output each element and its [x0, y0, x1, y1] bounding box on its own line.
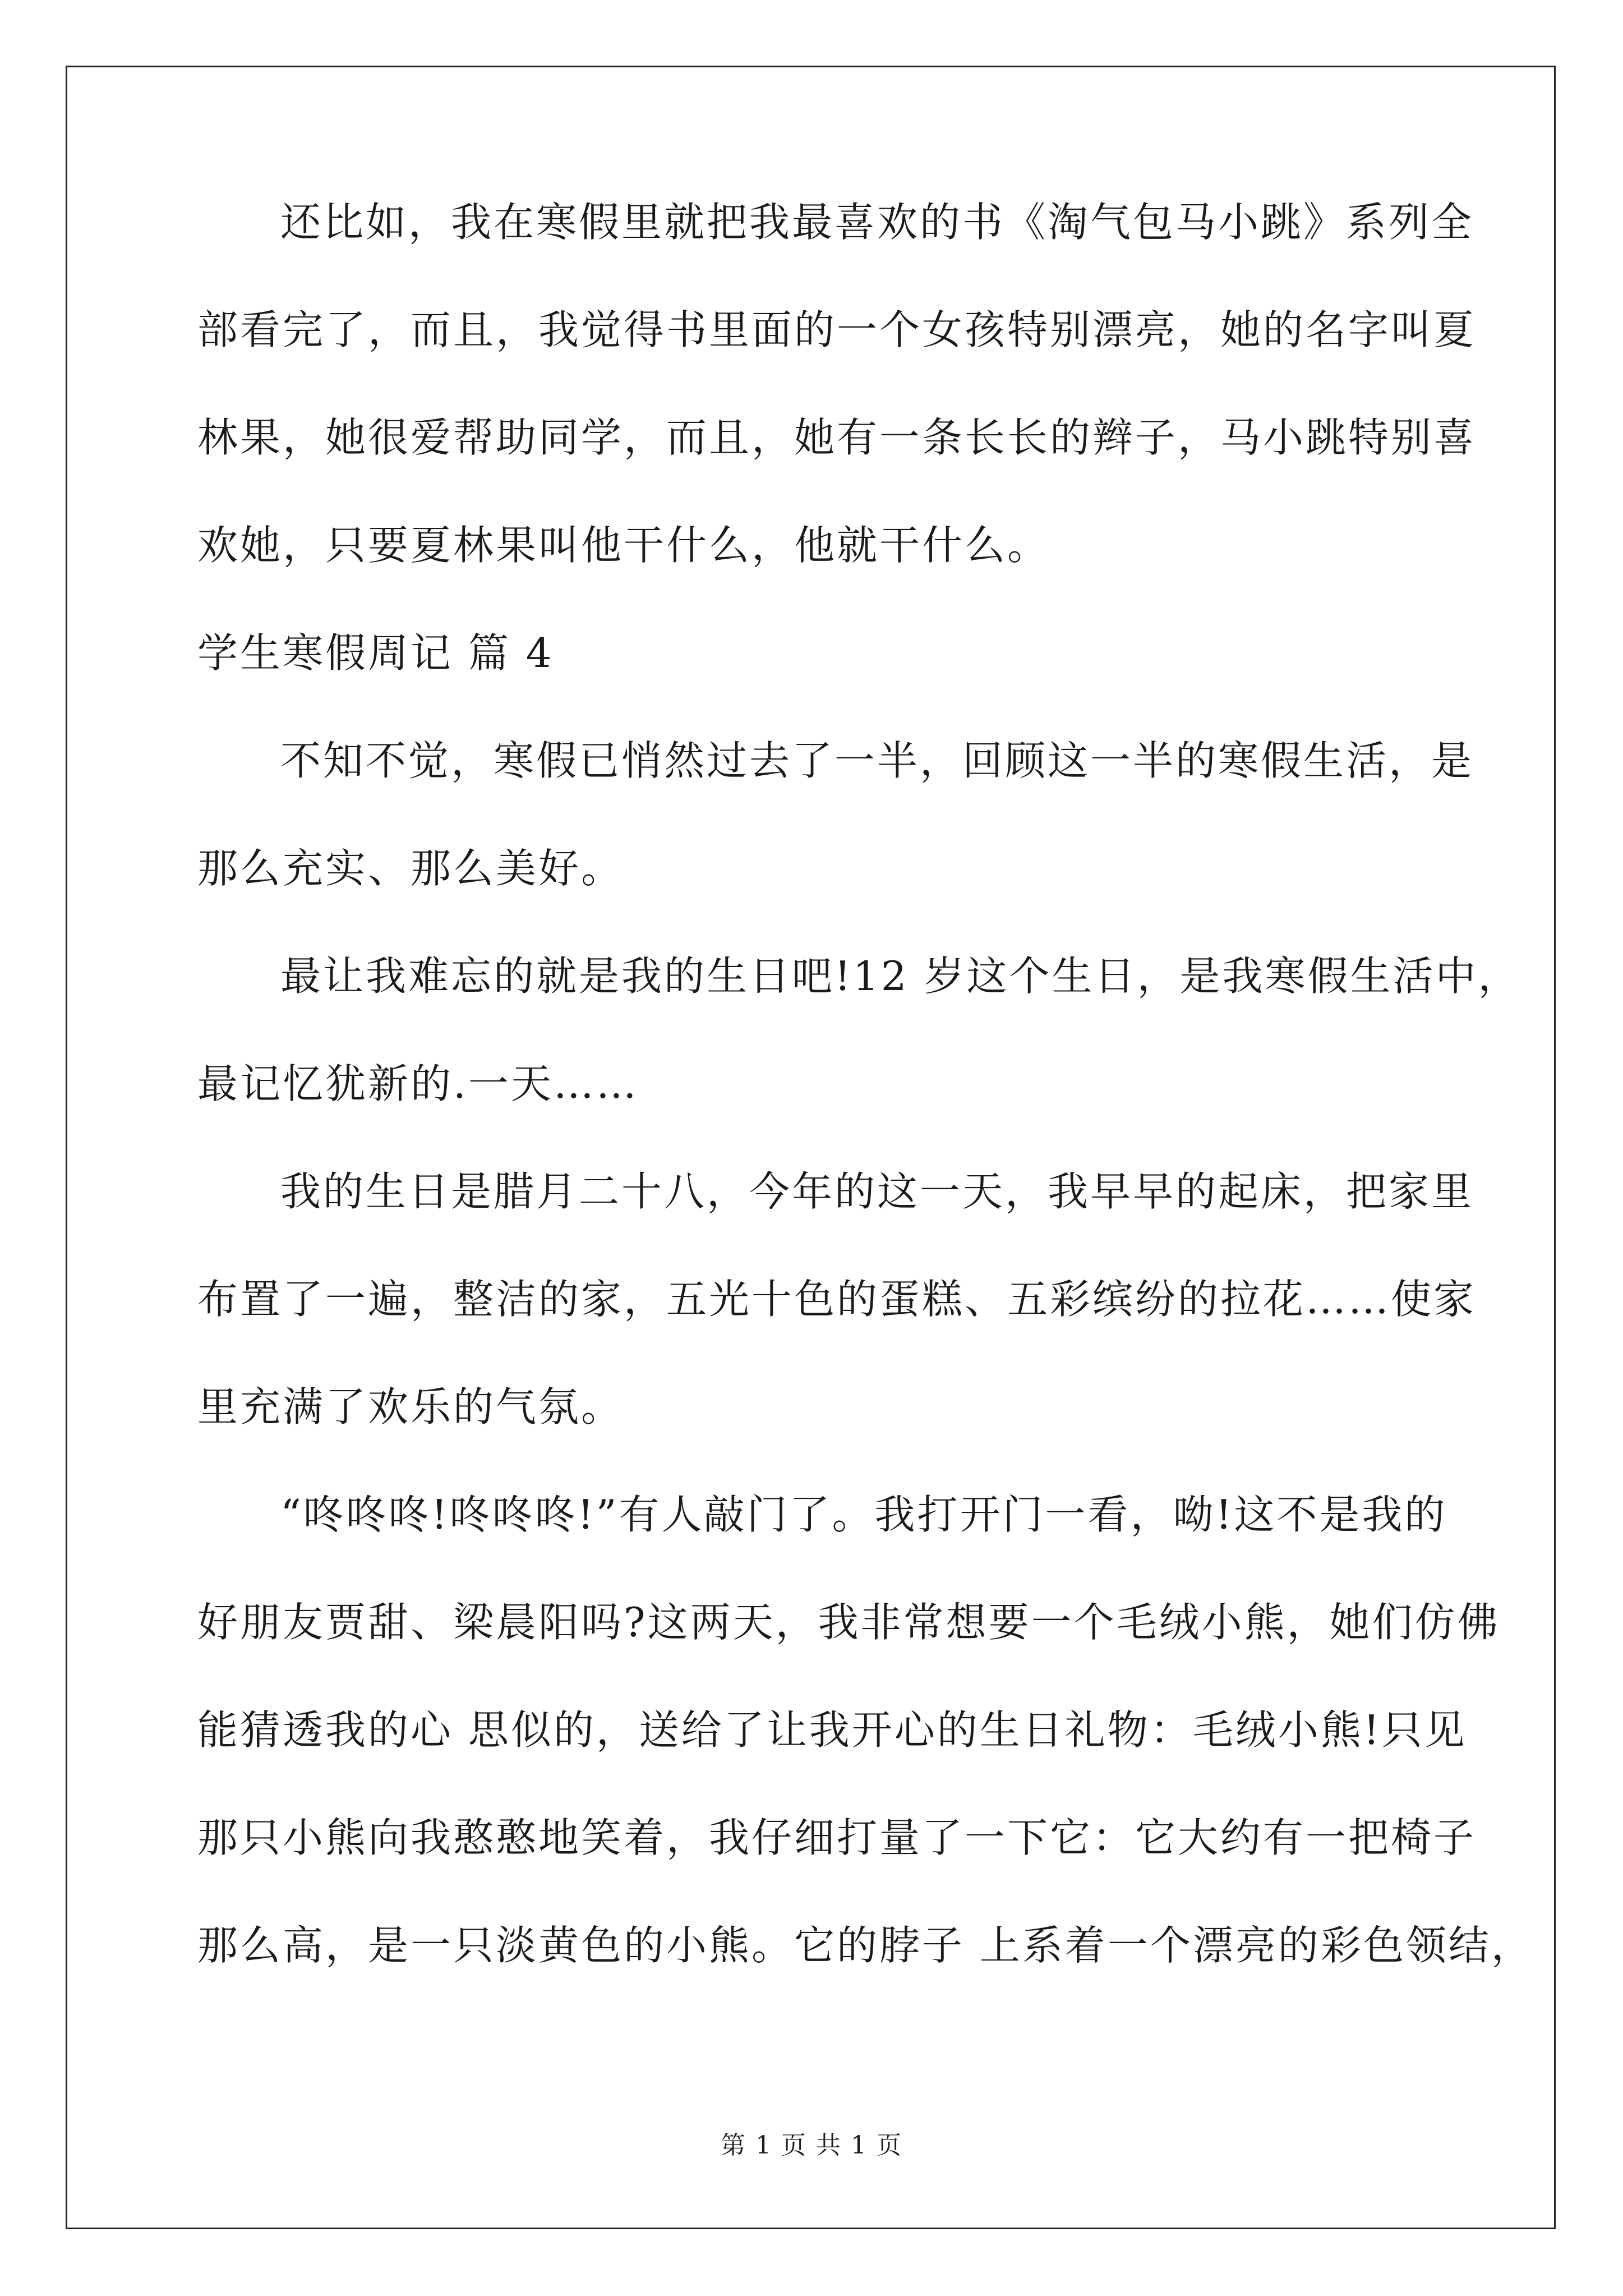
text-line: 欢她，只要夏林果叫他干什么，他就干什么。	[197, 522, 1050, 569]
text-line: 布置了一遍，整洁的家，五光十色的蛋糕、五彩缤纷的拉花……使家	[197, 1276, 1477, 1323]
text-line: 好朋友贾甜、梁晨阳吗?这两天，我非常想要一个毛绒小熊，她们仿佛	[197, 1599, 1500, 1646]
text-line: 那只小熊向我憨憨地笑着，我仔细打量了一下它：它大约有一把椅子	[197, 1814, 1477, 1861]
text-line: 那么高，是一只淡黄色的小熊。它的脖子 上系着一个漂亮的彩色领结，	[197, 1922, 1534, 1969]
text-line: “咚咚咚!咚咚咚!”有人敲门了。我打开门一看，呦!这不是我的	[280, 1491, 1447, 1538]
text-line: 部看完了，而且，我觉得书里面的一个女孩特别漂亮，她的名字叫夏	[197, 306, 1477, 353]
text-line: 里充满了欢乐的气氛。	[197, 1383, 624, 1430]
text-line: 我的生日是腊月二十八，今年的这一天，我早早的起床，把家里	[280, 1168, 1474, 1215]
text-line: 最记忆犹新的.一天……	[197, 1060, 639, 1107]
text-line: 那么充实、那么美好。	[197, 845, 624, 892]
text-line: 还比如，我在寒假里就把我最喜欢的书《淘气包马小跳》系列全	[280, 199, 1474, 246]
text-line: 最让我难忘的就是我的生日吧!12 岁这个生日，是我寒假生活中，	[280, 953, 1521, 1000]
document-body	[197, 168, 1534, 1999]
text-line: 能猜透我的心 思似的，送给了让我开心的生日礼物：毛绒小熊!只见	[197, 1706, 1467, 1754]
text-line: 不知不觉，寒假已悄然过去了一半，回顾这一半的寒假生活，是	[280, 737, 1474, 784]
page-footer: 第 1 页 共 1 页	[721, 2131, 902, 2160]
text-line: 林果，她很爱帮助同学，而且，她有一条长长的辫子，马小跳特别喜	[197, 414, 1477, 461]
section-heading: 学生寒假周记 篇 4	[197, 629, 554, 677]
